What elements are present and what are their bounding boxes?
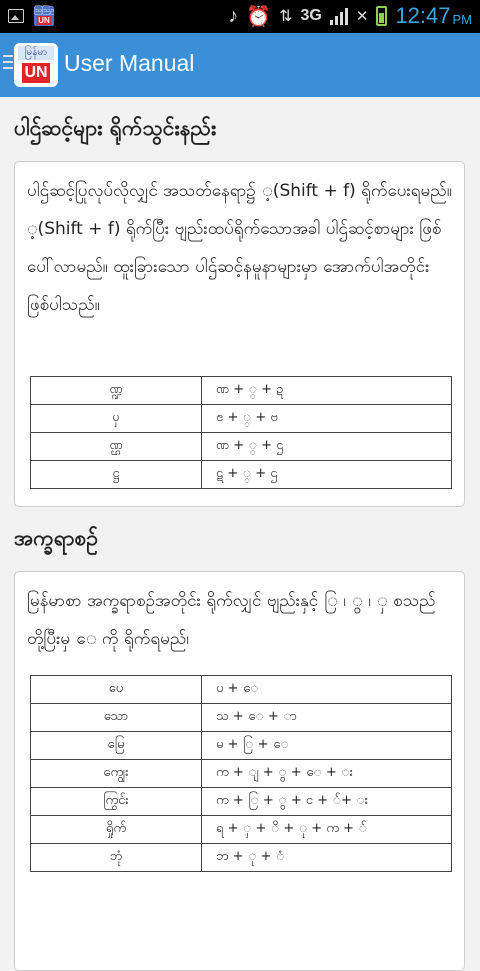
table-cell-word: သော	[31, 704, 202, 732]
app-un-icon	[34, 6, 54, 26]
table-row	[31, 788, 452, 816]
section-title-alphabet: အက္ခရာစဉ်	[14, 526, 98, 550]
table-cell-keys: ဘ + ု + ံ	[202, 844, 452, 872]
data-icon: ⇅	[279, 8, 293, 25]
paragraph-alphabet: မြန်မာစာ အက္ခရာစဉ်အတိုင်း ရိုက်လျှင် ဗျည်းနှင့် ြ ၊ ွ ၊ ှ စသည်တို့ပြီးမှ ေ ကို ရိုက်ရမည်၊	[27, 591, 436, 649]
table-cell-keys: ပ + ေ	[202, 676, 452, 704]
logo-un-text: UN	[22, 63, 50, 83]
table-cell-keys: က + ြ + ွ + င + ်+ း	[202, 788, 452, 816]
table-cell-word: ၦ	[31, 405, 202, 433]
table-row	[31, 760, 452, 788]
table-cell-word: ကျွေး	[31, 760, 202, 788]
table-cell-keys: ဋ + ္ + ဌ	[202, 461, 452, 489]
table-row	[31, 461, 452, 489]
music-off-icon: ♪	[228, 4, 239, 27]
table-stacked	[30, 376, 452, 489]
table-cell-word: ကြွင်း	[31, 788, 202, 816]
signal-icon	[330, 7, 348, 25]
table-row	[31, 732, 452, 760]
table-cell-word: မြေ	[31, 732, 202, 760]
network-type: 3G	[300, 7, 322, 24]
table-cell-keys: သ + ေ + ာ	[202, 704, 452, 732]
alarm-icon: ⏰	[246, 5, 272, 28]
image-icon	[8, 9, 24, 23]
clock-ampm: PM	[452, 11, 472, 27]
table-row	[31, 844, 452, 872]
table-cell-keys: ရ + ှ + ိ + ု + က + ်	[202, 816, 452, 844]
table-cell-keys: ၔ + ္ + ဗ	[202, 405, 452, 433]
table-cell-word: ဘုံ	[31, 844, 202, 872]
page-title: User Manual	[64, 50, 195, 76]
content-scroll[interactable]	[0, 97, 480, 864]
table-alphabet	[30, 675, 452, 872]
table-cell-keys: မ + ြ + ေ	[202, 732, 452, 760]
section-title-stacked: ပါဌ်ဆင့်များ ရိုက်သွင်းနည်း	[14, 116, 217, 140]
table-row	[31, 704, 452, 732]
card-alphabet	[14, 571, 465, 971]
menu-icon[interactable]	[3, 55, 13, 73]
table-cell-word: ရှိုက်	[31, 816, 202, 844]
table-cell-keys: က + ျ + ွ + ေ + း	[202, 760, 452, 788]
table-cell-keys: ဏ + ္ + ဍ	[202, 377, 452, 405]
table-cell-word: ဋ္ဌ	[31, 461, 202, 489]
app-badge-bottom: UN	[38, 16, 50, 25]
table-cell-word: ဏ္ဍ	[31, 377, 202, 405]
status-bar	[0, 0, 480, 33]
no-sim-icon: ✕	[355, 8, 369, 25]
table-cell-word: ပေ	[31, 676, 202, 704]
app-badge-top: ဩဩဥ	[34, 6, 54, 14]
clock-time: 12:47	[395, 3, 451, 28]
table-cell-word: ဏ္ဌ	[31, 433, 202, 461]
table-cell-keys: ဏ + ္ + ဌ	[202, 433, 452, 461]
table-row	[31, 433, 452, 461]
table-row	[31, 816, 452, 844]
table-row	[31, 676, 452, 704]
card-stacked	[14, 161, 465, 507]
table-row	[31, 405, 452, 433]
table-row	[31, 377, 452, 405]
paragraph-stacked: ပါဌ်ဆင့်ပြုလုပ်လိုလျှင် အသတ်နေရာ၌ ့(Shift + f) ရိုက်ပေးရမည်။ ့(Shift + f) ရိုက်ပြီး ဗျည်းထပ်ရိုက်သောအခါ ပါဌ်ဆင့်စာများ ဖြစ်ပေါ်လာမည်။ ထူးခြားသော ပါဌ်ဆင့်နမူနာများမှာ အောက်ပါအတိုင်း ဖြစ်ပါသည်။	[27, 181, 452, 315]
logo-top-text: မြန်မာ	[18, 46, 54, 60]
battery-icon	[376, 6, 387, 26]
app-logo[interactable]	[14, 43, 58, 87]
app-bar	[0, 33, 480, 97]
